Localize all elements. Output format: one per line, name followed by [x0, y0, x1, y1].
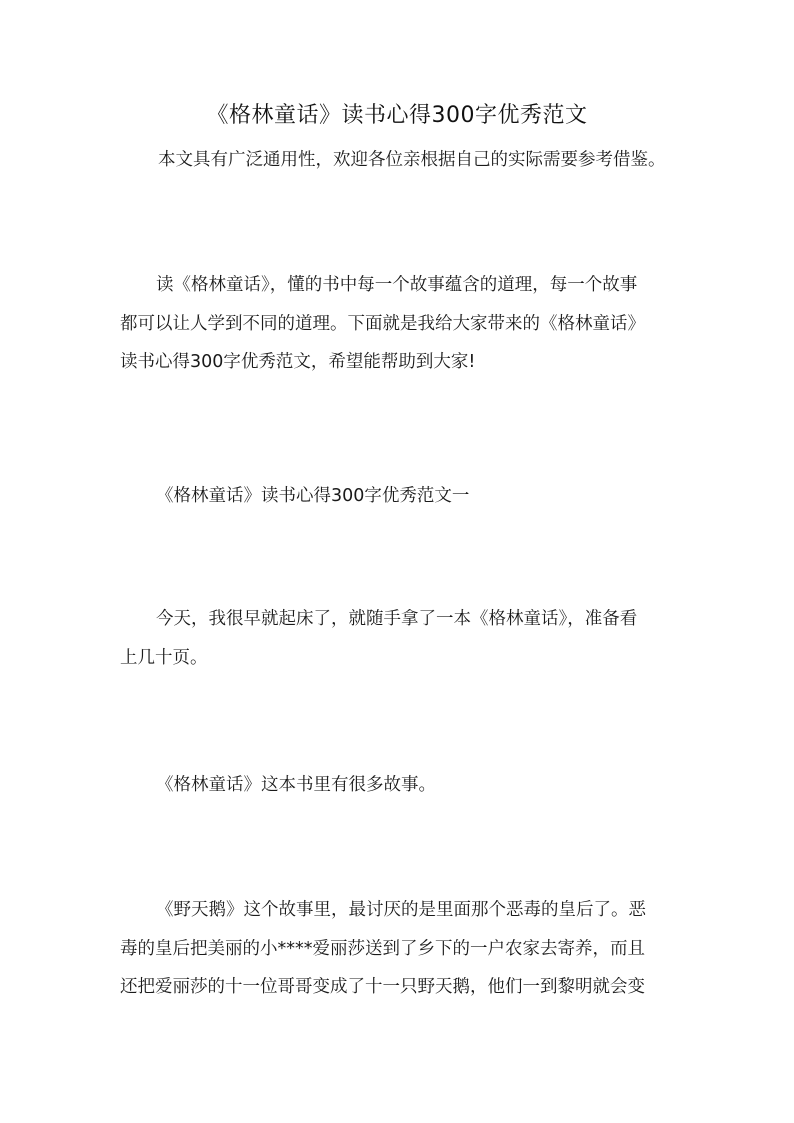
paragraph-line: 上几十页。 — [120, 647, 208, 668]
section-heading-text: 《格林童话》读书心得300字优秀范文一 — [156, 486, 470, 506]
paragraph-line: 读书心得300字优秀范文，希望能帮助到大家! — [120, 352, 476, 372]
section-heading — [120, 477, 680, 516]
paragraph-line: 毒的皇后把美丽的小****爱丽莎送到了乡下的一户农家去寄养，而且 — [120, 938, 645, 959]
intro-text: 本文具有广泛通用性，欢迎各位亲根据自己的实际需要参考借鉴。 — [158, 150, 666, 170]
paragraph-intro — [120, 266, 680, 382]
paragraph-stories — [120, 766, 680, 805]
paragraph-today — [120, 600, 680, 677]
paragraph-line: 读《格林童话》，懂的书中每一个故事蕴含的道理，每一个故事 — [156, 275, 638, 295]
paragraph-line: 今天，我很早就起床了，就随手拿了一本《格林童话》，准备看 — [156, 609, 638, 629]
paragraph-line: 《格林童话》这本书里有很多故事。 — [156, 775, 436, 795]
paragraph-line: 还把爱丽莎的十一位哥哥变成了十一只野天鹅，他们一到黎明就会变 — [120, 977, 645, 997]
document-title: 《格林童话》读书心得300字优秀范文 — [206, 103, 588, 128]
paragraph-wild-swans — [120, 891, 680, 1007]
paragraph-line: 都可以让人学到不同的道理。下面就是我给大家带来的《格林童话》 — [120, 313, 645, 334]
paragraph-line: 《野天鹅》这个故事里，最讨厌的是里面那个恶毒的皇后了。恶 — [156, 900, 646, 920]
